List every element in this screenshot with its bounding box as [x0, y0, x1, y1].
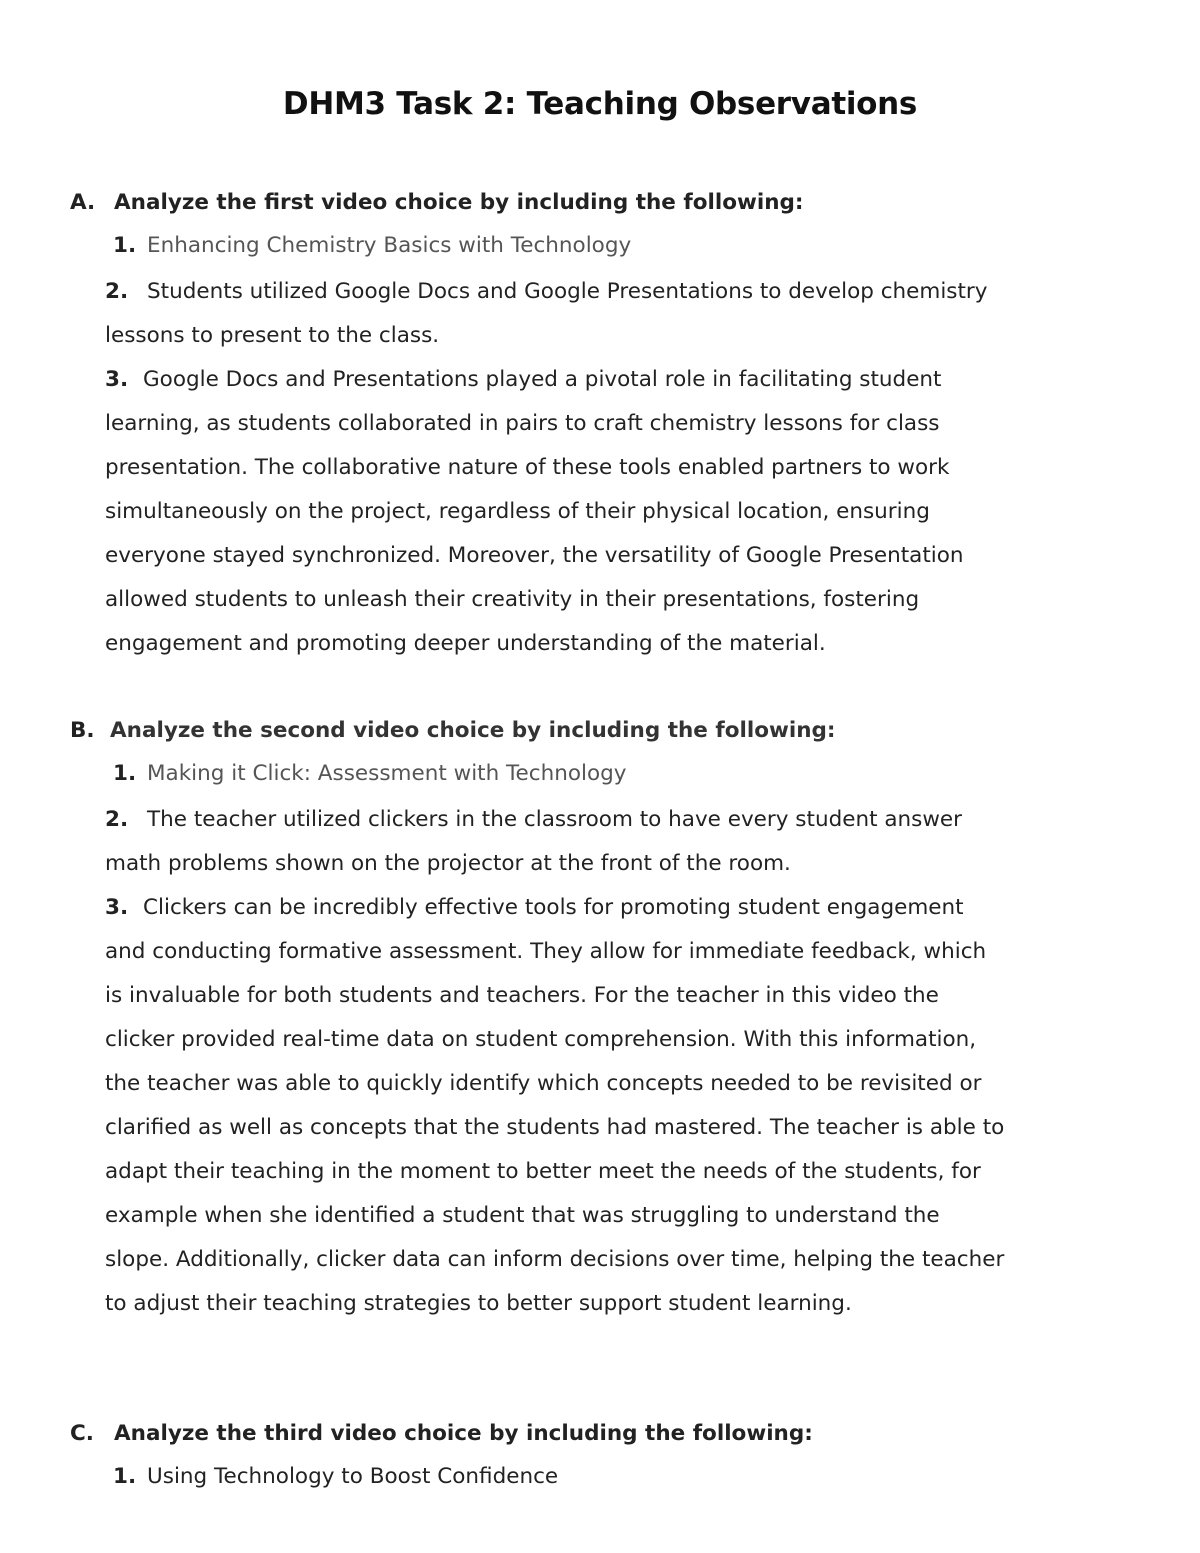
section-c-item-1: [105, 1464, 558, 1489]
section-a-item-3-line-6: allowed students to unleash their creativity in their presentations, fostering: [105, 587, 920, 612]
section-a-item-1: [105, 233, 631, 258]
section-b-item-3-line-2: and conducting formative assessment. They allow for immediate feedback, which: [105, 939, 987, 964]
page-title: DHM3 Task 2: Teaching Observations: [282, 86, 918, 122]
section-b-item-3-line-3: is invaluable for both students and teachers. For the teacher in this video the: [105, 983, 939, 1008]
section-c-heading-text: Analyze the third video choice by including the following:: [114, 1421, 813, 1446]
section-a-item-3-text-1: Google Docs and Presentations played a pivotal role in facilitating student: [143, 367, 942, 392]
section-b-item-3-text-1: Clickers can be incredibly effective tools for promoting student engagement: [143, 895, 964, 920]
section-a-item-3-line-4: simultaneously on the project, regardless of their physical location, ensuring: [105, 499, 930, 524]
section-b-item-3-line-6: clarified as well as concepts that the students had mastered. The teacher is able to: [105, 1115, 1005, 1140]
section-a-item-3-line-1: [105, 358, 964, 402]
section-b-item-3-line-4: clicker provided real-time data on student comprehension. With this information,: [105, 1027, 977, 1052]
section-b-item-1: [105, 761, 627, 786]
section-b-item-3-number: 3.: [105, 895, 129, 920]
section-a-item-3-line-7: engagement and promoting deeper understanding of the material.: [105, 631, 826, 656]
section-b-item-2: [105, 798, 962, 886]
section-b-heading-text: Analyze the second video choice by including the following:: [110, 718, 836, 743]
section-b-item-3: [105, 886, 1004, 1326]
section-b-letter: B.: [70, 718, 95, 743]
section-a-item-2-line-2: lessons to present to the class.: [105, 323, 440, 348]
section-b-item-2-number: 2.: [105, 807, 129, 832]
section-b-item-2-line-2: math problems shown on the projector at the front of the room.: [105, 851, 791, 876]
section-a-item-3-number: 3.: [105, 367, 129, 392]
section-a-item-3-line-5: everyone stayed synchronized. Moreover, the versatility of Google Presentation: [105, 543, 964, 568]
section-c-item-1-number: 1.: [113, 1464, 137, 1489]
section-b-item-2-line-1: [105, 798, 962, 842]
section-a-video-title: Enhancing Chemistry Basics with Technology: [147, 233, 632, 258]
section-b-item-3-line-9: slope. Additionally, clicker data can inform decisions over time, helping the teacher: [105, 1247, 1005, 1272]
section-a-item-2-number: 2.: [105, 279, 129, 304]
section-b-item-2-text-1: The teacher utilized clickers in the classroom to have every student answer: [147, 807, 962, 832]
section-a-letter: A.: [70, 190, 96, 215]
section-a-heading: [70, 190, 804, 215]
section-b-item-3-line-7: adapt their teaching in the moment to better meet the needs of the students, for: [105, 1159, 981, 1184]
section-a-item-1-number: 1.: [113, 233, 137, 258]
section-b-item-3-line-1: [105, 886, 1004, 930]
section-c-video-title: Using Technology to Boost Confidence: [147, 1464, 559, 1489]
section-b-item-3-line-5: the teacher was able to quickly identify which concepts needed to be revisited or: [105, 1071, 982, 1096]
section-c-letter: C.: [70, 1421, 94, 1446]
section-a-item-3: [105, 358, 964, 666]
section-b-item-3-line-10: to adjust their teaching strategies to better support student learning.: [105, 1291, 852, 1316]
section-a-item-2-text-1: Students utilized Google Docs and Google Presentations to develop chemistry: [147, 279, 988, 304]
section-b-heading: [70, 718, 836, 743]
section-a-item-2-line-1: [105, 270, 988, 314]
section-a-heading-text: Analyze the first video choice by including the following:: [114, 190, 804, 215]
section-b-video-title: Making it Click: Assessment with Technology: [147, 761, 627, 786]
section-b-item-1-number: 1.: [113, 761, 137, 786]
section-a-item-2: [105, 270, 988, 358]
section-c-heading: [70, 1421, 813, 1446]
section-b-item-3-line-8: example when she identified a student that was struggling to understand the: [105, 1203, 940, 1228]
section-a-item-3-line-2: learning, as students collaborated in pairs to craft chemistry lessons for class: [105, 411, 940, 436]
section-a-item-3-line-3: presentation. The collaborative nature of these tools enabled partners to work: [105, 455, 950, 480]
